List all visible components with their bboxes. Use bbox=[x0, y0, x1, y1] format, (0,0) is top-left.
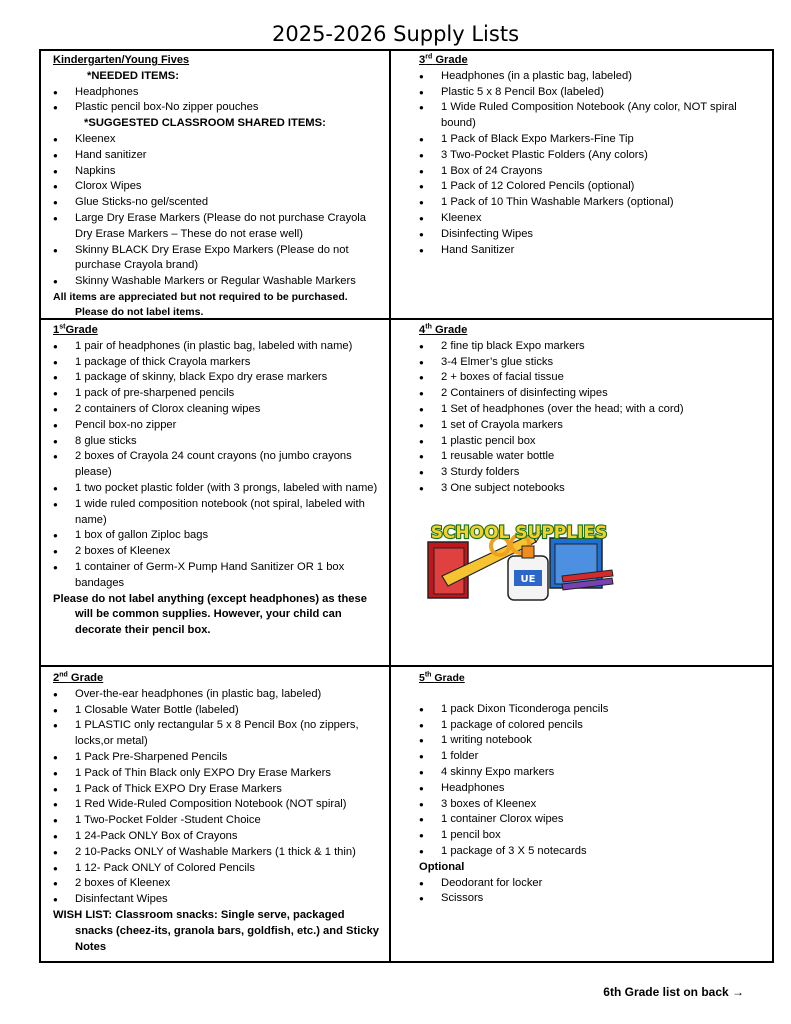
grade2-heading-num: 2 bbox=[53, 672, 60, 684]
optional-label: Optional bbox=[419, 860, 465, 873]
list-item: ● 1 pack of pre-sharpened pencils bbox=[53, 386, 383, 402]
grade4-heading bbox=[419, 323, 749, 339]
grade1-list bbox=[53, 339, 383, 592]
grade4-heading-num: 4 bbox=[419, 324, 426, 336]
list-item: ● 1 package of 3 X 5 notecards bbox=[419, 844, 749, 860]
needed-list bbox=[53, 85, 383, 117]
grade3-list bbox=[419, 69, 749, 259]
list-item: ● Plastic pencil box-No zipper pouches bbox=[53, 100, 383, 116]
grade2-section bbox=[53, 671, 383, 955]
list-item: ● 2 boxes of Kleenex bbox=[53, 544, 383, 560]
list-item: ● 1 Red Wide-Ruled Composition Notebook (NOT spiral) bbox=[53, 797, 383, 813]
list-item: ● Over-the-ear headphones (in plastic bag, labeled) bbox=[53, 687, 383, 703]
glue-label: UE bbox=[520, 574, 536, 585]
list-item: ● Headphones (in a plastic bag, labeled) bbox=[419, 69, 749, 85]
list-item: ● Large Dry Erase Markers (Please do not purchase Crayola Dry Erase Markers – These do not erase well) bbox=[53, 211, 383, 243]
list-item: ● 1 folder bbox=[419, 749, 749, 765]
grade3-heading bbox=[419, 53, 749, 69]
footer-note: 6th Grade list on back → bbox=[603, 985, 744, 999]
list-item: ● 1 container of Germ-X Pump Hand Sanitizer OR 1 box bandages bbox=[53, 560, 383, 592]
supply-table bbox=[39, 49, 774, 963]
optional-list bbox=[419, 876, 749, 908]
list-item: ● 1 Two-Pocket Folder -Student Choice bbox=[53, 813, 383, 829]
list-item: ● Scissors bbox=[419, 891, 749, 907]
list-item: ● 1 Pack Pre-Sharpened Pencils bbox=[53, 750, 383, 766]
list-item: ● Deodorant for locker bbox=[419, 876, 749, 892]
list-item: ● Hand sanitizer bbox=[53, 148, 383, 164]
row-divider bbox=[41, 665, 772, 667]
school-supplies-clipart bbox=[422, 516, 617, 604]
suggested-list bbox=[53, 132, 383, 290]
list-item: ● 3 Sturdy folders bbox=[419, 465, 749, 481]
list-item: ● 3 Two-Pocket Plastic Folders (Any colors) bbox=[419, 148, 749, 164]
list-item: ● 1 Wide Ruled Composition Notebook (Any color, NOT spiral bound) bbox=[419, 100, 749, 132]
grade4-section bbox=[419, 323, 749, 497]
grade5-heading-word: Grade bbox=[434, 672, 465, 684]
grade1-section bbox=[53, 323, 383, 639]
list-item: ● 2 fine tip black Expo markers bbox=[419, 339, 749, 355]
grade2-wishlist: WISH LIST: Classroom snacks: Single serve, packaged snacks (cheez-its, granola bars, goldfish, etc.) and Sticky Notes bbox=[53, 908, 380, 953]
list-item: ● 1 PLASTIC only rectangular 5 x 8 Pencil Box (no zippers, locks,or metal) bbox=[53, 718, 383, 750]
list-item: ● 1 reusable water bottle bbox=[419, 449, 749, 465]
list-item: ● 1 package of skinny, black Expo dry erase markers bbox=[53, 370, 383, 386]
grade1-heading-sup: st bbox=[59, 323, 66, 331]
grade5-heading bbox=[419, 671, 749, 687]
list-item: ● 1 Pack of Thick EXPO Dry Erase Markers bbox=[53, 782, 383, 798]
list-item: ● 1 Pack of Thin Black only EXPO Dry Erase Markers bbox=[53, 766, 383, 782]
grade1-heading-num: 1 bbox=[53, 324, 60, 336]
kindergarten-note: All items are appreciated but not required to be purchased. Please do not label items. bbox=[53, 290, 348, 318]
grade5-heading-sup: th bbox=[424, 671, 432, 679]
list-item: ● 1 Pack of 10 Thin Washable Markers (optional) bbox=[419, 195, 749, 211]
kindergarten-section bbox=[53, 53, 383, 320]
list-item: ● 1 package of thick Crayola markers bbox=[53, 355, 383, 371]
grade2-heading bbox=[53, 671, 383, 687]
grade5-section bbox=[419, 671, 749, 907]
list-item: ● Skinny BLACK Dry Erase Expo Markers (Please do not purchase Crayola brand) bbox=[53, 243, 383, 275]
list-item: ● 1 plastic pencil box bbox=[419, 434, 749, 450]
list-item: ● 1 pack Dixon Ticonderoga pencils bbox=[419, 702, 749, 718]
list-item: ● 1 two pocket plastic folder (with 3 prongs, labeled with name) bbox=[53, 481, 383, 497]
list-item: ● Disinfecting Wipes bbox=[419, 227, 749, 243]
list-item: ● Kleenex bbox=[419, 211, 749, 227]
list-item: ● 1 set of Crayola markers bbox=[419, 418, 749, 434]
list-item: ● Hand Sanitizer bbox=[419, 243, 749, 259]
list-item: ● 3 One subject notebooks bbox=[419, 481, 749, 497]
grade2-heading-sup: nd bbox=[59, 671, 68, 679]
grade2-heading-word: Grade bbox=[70, 672, 104, 684]
clipart-title: SCHOOL SUPPLIES bbox=[430, 523, 608, 543]
list-item: ● 2 + boxes of facial tissue bbox=[419, 370, 749, 386]
grade3-heading-sup: rd bbox=[425, 53, 433, 61]
list-item: ● 2 boxes of Crayola 24 count crayons (no jumbo crayons please) bbox=[53, 449, 383, 481]
list-item: ● Glue Sticks-no gel/scented bbox=[53, 195, 383, 211]
list-item: ● Clorox Wipes bbox=[53, 179, 383, 195]
list-item: ● 1 wide ruled composition notebook (not spiral, labeled with name) bbox=[53, 497, 383, 529]
grade1-note: Please do not label anything (except headphones) as these will be common supplies. However, your child can decorate their pencil box. bbox=[53, 592, 367, 637]
list-item: ● 3 boxes of Kleenex bbox=[419, 797, 749, 813]
list-item: ● Pencil box-no zipper bbox=[53, 418, 383, 434]
list-item: ● 1 package of colored pencils bbox=[419, 718, 749, 734]
list-item: ● Kleenex bbox=[53, 132, 383, 148]
list-item: ● 1 pencil box bbox=[419, 828, 749, 844]
needed-label: *NEEDED ITEMS: bbox=[87, 69, 179, 82]
grade1-heading bbox=[53, 323, 383, 339]
list-item: ● 1 pair of headphones (in plastic bag, labeled with name) bbox=[53, 339, 383, 355]
list-item: ● Skinny Washable Markers or Regular Washable Markers bbox=[53, 274, 383, 290]
list-item: ● 1 24-Pack ONLY Box of Crayons bbox=[53, 829, 383, 845]
list-item: ● 3-4 Elmer’s glue sticks bbox=[419, 355, 749, 371]
grade3-section bbox=[419, 53, 749, 258]
list-item: ● 1 Pack of 12 Colored Pencils (optional) bbox=[419, 179, 749, 195]
grade3-heading-num: 3 bbox=[419, 54, 426, 66]
grade4-list bbox=[419, 339, 749, 497]
list-item: ● 1 12- Pack ONLY of Colored Pencils bbox=[53, 861, 383, 877]
grade5-heading-num: 5 bbox=[419, 672, 425, 684]
list-item: ● 1 Box of 24 Crayons bbox=[419, 164, 749, 180]
kindergarten-heading: Kindergarten/Young Fives bbox=[53, 54, 190, 66]
list-item: ● 1 Closable Water Bottle (labeled) bbox=[53, 703, 383, 719]
list-item: ● Headphones bbox=[53, 85, 383, 101]
list-item: ● 2 containers of Clorox cleaning wipes bbox=[53, 402, 383, 418]
list-item: ● 1 container Clorox wipes bbox=[419, 812, 749, 828]
list-item: ● 2 boxes of Kleenex bbox=[53, 876, 383, 892]
list-item: ● 1 writing notebook bbox=[419, 733, 749, 749]
list-item: ● 1 Pack of Black Expo Markers-Fine Tip bbox=[419, 132, 749, 148]
grade3-heading-word: Grade bbox=[435, 54, 468, 66]
grade4-heading-word: Grade bbox=[434, 324, 468, 336]
list-item: ● Headphones bbox=[419, 781, 749, 797]
column-divider bbox=[389, 51, 391, 961]
grade2-list bbox=[53, 687, 383, 908]
list-item: ● Plastic 5 x 8 Pencil Box (labeled) bbox=[419, 85, 749, 101]
grade5-list bbox=[419, 702, 749, 860]
grade4-heading-sup: th bbox=[425, 323, 432, 331]
page-title: 2025-2026 Supply Lists bbox=[271, 22, 520, 46]
spacer bbox=[419, 687, 749, 702]
list-item: ● Disinfectant Wipes bbox=[53, 892, 383, 908]
list-item: ● 8 glue sticks bbox=[53, 434, 383, 450]
list-item: ● 4 skinny Expo markers bbox=[419, 765, 749, 781]
list-item: ● 1 Set of headphones (over the head; with a cord) bbox=[419, 402, 749, 418]
list-item: ● Napkins bbox=[53, 164, 383, 180]
grade1-heading-word: Grade bbox=[65, 324, 98, 336]
list-item: ● 2 Containers of disinfecting wipes bbox=[419, 386, 749, 402]
list-item: ● 1 box of gallon Ziploc bags bbox=[53, 528, 383, 544]
suggested-label: *SUGGESTED CLASSROOM SHARED ITEMS: bbox=[84, 117, 326, 130]
list-item: ● 2 10-Packs ONLY of Washable Markers (1 thick & 1 thin) bbox=[53, 845, 383, 861]
